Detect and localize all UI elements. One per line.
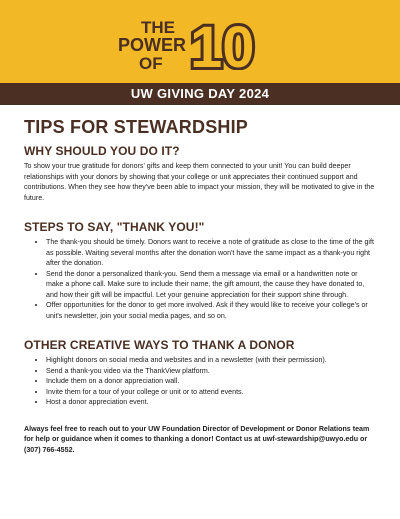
contact-footer: Always feel free to reach out to your UW Foundation Director of Development or Donor Relations team for help or guidance when it comes to thanking a donor! Contact us at uwf-stewardship@uwyo.edu or (307) 766-4552. [24,424,370,454]
list-item: • Host a donor appreciation event. [46,397,376,408]
steps-heading: STEPS TO SAY, "THANK YOU!" [24,220,205,234]
list-item: • Include them on a donor appreciation wall. [46,376,376,387]
list-item: • Invite them for a tour of your college or unit or to attend events. [46,387,376,398]
page-title: TIPS FOR STEWARDSHIP [24,117,249,137]
logo-word-of: OF [139,54,163,70]
power-of-10-logo [118,18,284,70]
why-paragraph: To show your true gratitude for donors' gifts and keep them connected to your unit! You can build deeper relationships with your donors by showing that your college or unit appreciates their continued support and contributions. When they see how they've been able to impact your mission, they will be motivated to give in the future. [24,162,375,202]
logo-graphic [118,18,284,70]
creative-heading: OTHER CREATIVE WAYS TO THANK A DONOR [24,338,295,352]
logo-number-10: 10 [190,18,255,70]
main-content [24,117,376,455]
logo-word-power: POWER [118,35,187,55]
list-item: • Send the donor a personalized thank-you. Send them a message via email or a handwritten note or make a phone call. Make sure to include their name, the gift amount, the cause they have donated to, and how their gift will be impactful. Let your genuine appreciation for their support shine through. [46,269,376,301]
why-heading: WHY SHOULD YOU DO IT? [24,144,180,158]
steps-list [24,237,376,321]
creative-list [24,355,376,408]
logo-word-the: THE [141,18,175,37]
list-item: • Offer opportunities for the donor to get more involved. Ask if they would like to receive your college's or unit's newsletter, join your social media pages, and so on. [46,300,376,321]
list-item: • Highlight donors on social media and websites and in a newsletter (with their permission). [46,355,376,366]
list-item: • Send a thank-you video via the ThankView platform. [46,366,376,377]
header-band [0,0,400,83]
giving-day-banner: UW GIVING DAY 2024 [0,83,400,105]
list-item: • The thank-you should be timely. Donors want to receive a note of gratitude as close to the time of the gift as possible. Waiting several months after the donation won't have the same impact as a thank-you right after the donation. [46,237,376,269]
